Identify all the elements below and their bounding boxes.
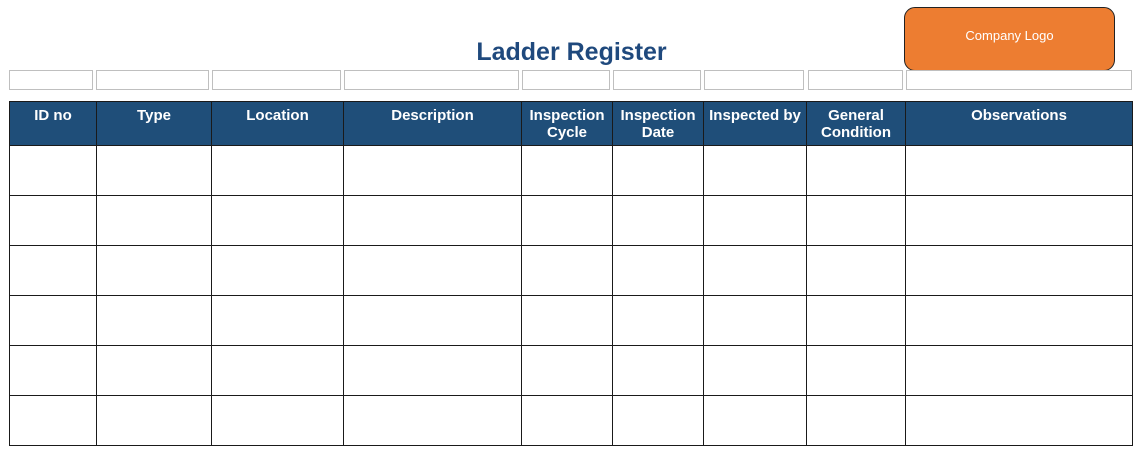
table-cell[interactable] (10, 346, 97, 396)
table-cell[interactable] (97, 246, 212, 296)
table-cell[interactable] (522, 196, 613, 246)
table-cell[interactable] (522, 296, 613, 346)
filter-input-type[interactable] (96, 70, 209, 90)
table-cell[interactable] (97, 396, 212, 446)
table-row (10, 396, 1133, 446)
filter-input-observations[interactable] (906, 70, 1132, 90)
table-cell[interactable] (704, 246, 807, 296)
filter-input-id-no[interactable] (9, 70, 93, 90)
column-header-inspection-cycle[interactable]: Inspection Cycle (522, 102, 613, 146)
table-cell[interactable] (344, 246, 522, 296)
column-header-id-no[interactable]: ID no (10, 102, 97, 146)
table-row (10, 296, 1133, 346)
table-row (10, 146, 1133, 196)
table-cell[interactable] (97, 296, 212, 346)
column-header-description[interactable]: Description (344, 102, 522, 146)
table-cell[interactable] (906, 296, 1133, 346)
table-cell[interactable] (906, 246, 1133, 296)
table-cell[interactable] (212, 196, 344, 246)
table-cell[interactable] (212, 346, 344, 396)
table-cell[interactable] (522, 246, 613, 296)
table-cell[interactable] (212, 296, 344, 346)
table-cell[interactable] (807, 196, 906, 246)
table-header-row (10, 102, 1133, 146)
table-cell[interactable] (10, 396, 97, 446)
table-cell[interactable] (704, 346, 807, 396)
table-cell[interactable] (807, 346, 906, 396)
filter-input-inspection-date[interactable] (613, 70, 701, 90)
table-cell[interactable] (212, 146, 344, 196)
filter-input-inspected-by[interactable] (704, 70, 804, 90)
table-cell[interactable] (906, 396, 1133, 446)
table-row (10, 346, 1133, 396)
table-cell[interactable] (807, 146, 906, 196)
table-cell[interactable] (10, 196, 97, 246)
filter-input-inspection-cycle[interactable] (522, 70, 610, 90)
table-cell[interactable] (344, 146, 522, 196)
table-row (10, 196, 1133, 246)
table-cell[interactable] (613, 296, 704, 346)
filter-input-location[interactable] (212, 70, 341, 90)
column-header-observations[interactable]: Observations (906, 102, 1133, 146)
column-header-location[interactable]: Location (212, 102, 344, 146)
company-logo-placeholder (904, 7, 1115, 71)
column-header-type[interactable]: Type (97, 102, 212, 146)
table-cell[interactable] (704, 196, 807, 246)
table-cell[interactable] (212, 246, 344, 296)
table-cell[interactable] (807, 396, 906, 446)
table-cell[interactable] (344, 396, 522, 446)
table-cell[interactable] (613, 196, 704, 246)
table-cell[interactable] (613, 346, 704, 396)
table-cell[interactable] (906, 346, 1133, 396)
ladder-register-table (9, 101, 1133, 446)
table-cell[interactable] (522, 146, 613, 196)
table-cell[interactable] (212, 396, 344, 446)
column-header-inspected-by[interactable]: Inspected by (704, 102, 807, 146)
column-header-inspection-date[interactable]: Inspection Date (613, 102, 704, 146)
table-cell[interactable] (906, 146, 1133, 196)
table-cell[interactable] (807, 246, 906, 296)
table-cell[interactable] (344, 296, 522, 346)
table-cell[interactable] (807, 296, 906, 346)
table-cell[interactable] (344, 346, 522, 396)
table-cell[interactable] (97, 196, 212, 246)
table-cell[interactable] (10, 296, 97, 346)
table-cell[interactable] (10, 246, 97, 296)
table-cell[interactable] (522, 346, 613, 396)
table-cell[interactable] (613, 146, 704, 196)
table-cell[interactable] (704, 396, 807, 446)
table-row (10, 246, 1133, 296)
table-cell[interactable] (704, 146, 807, 196)
company-logo-label: Company Logo (965, 28, 1054, 43)
table-cell[interactable] (97, 146, 212, 196)
table-cell[interactable] (613, 246, 704, 296)
column-header-general-condition[interactable]: General Condition (807, 102, 906, 146)
filter-input-general-condition[interactable] (808, 70, 903, 90)
table-cell[interactable] (906, 196, 1133, 246)
table-cell[interactable] (97, 346, 212, 396)
table-cell[interactable] (613, 396, 704, 446)
filter-input-description[interactable] (344, 70, 519, 90)
table-cell[interactable] (522, 396, 613, 446)
table-cell[interactable] (344, 196, 522, 246)
table-cell[interactable] (704, 296, 807, 346)
table-cell[interactable] (10, 146, 97, 196)
page-title: Ladder Register (476, 38, 667, 66)
